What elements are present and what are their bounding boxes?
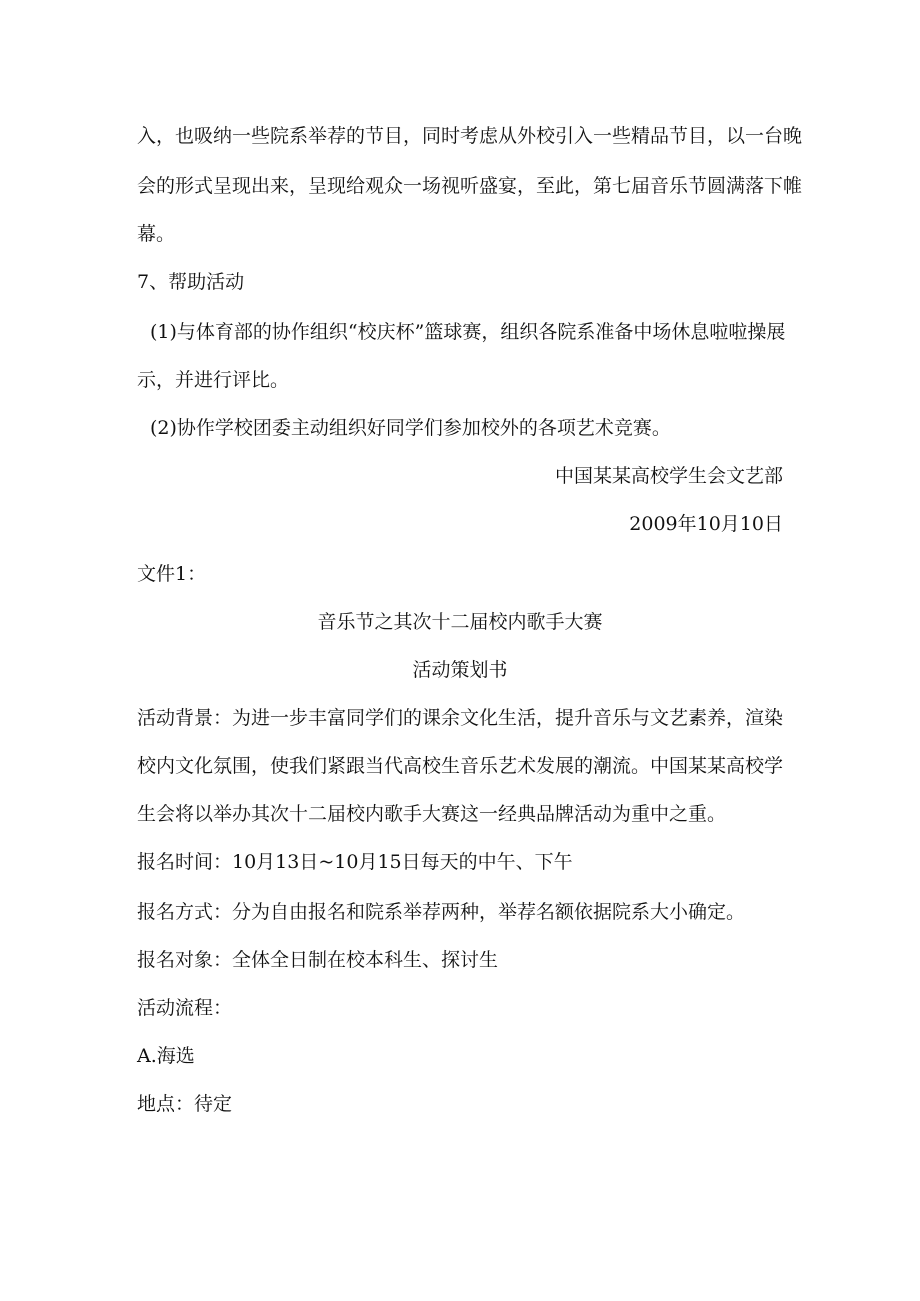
section-heading: 7、帮助活动 — [137, 271, 245, 293]
paragraph-line: 校内文化氛围，使我们紧跟当代高校生音乐艺术发展的潮流。中国某某高校学 — [137, 755, 784, 777]
attachment-title: 音乐节之其次十二届校内歌手大赛 — [317, 611, 603, 633]
attachment-subtitle: 活动策划书 — [412, 659, 508, 681]
signature-date: 2009年10月10日 — [629, 513, 783, 535]
paragraph-line: 幕。 — [137, 223, 176, 245]
list-item: (1)与体育部的协作组织“校庆杯”篮球赛，组织各院系准备中场休息啦啦操展 — [150, 321, 786, 343]
registration-target: 报名对象：全体全日制在校本科生、探讨生 — [137, 949, 499, 971]
registration-method: 报名方式：分为自由报名和院系举荐两种，举荐名额依据院系大小确定。 — [137, 901, 746, 923]
paragraph-line: 示，并进行评比。 — [137, 369, 290, 391]
attachment-label: 文件1： — [137, 563, 207, 585]
location-line: 地点：待定 — [137, 1093, 233, 1115]
registration-time: 报名时间：10月13日~10月15日每天的中午、下午 — [137, 851, 573, 873]
paragraph-line: 活动背景：为进一步丰富同学们的课余文化生活，提升音乐与文艺素养，渲染 — [137, 707, 784, 729]
paragraph-line: 会的形式呈现出来，呈现给观众一场视听盛宴，至此，第七届音乐节圆满落下帷 — [137, 175, 803, 197]
paragraph-line: 生会将以举办其次十二届校内歌手大赛这一经典品牌活动为重中之重。 — [137, 803, 727, 825]
process-step: A.海选 — [137, 1045, 195, 1067]
paragraph-line: 入，也吸纳一些院系举荐的节目，同时考虑从外校引入一些精品节目，以一台晚 — [137, 125, 803, 147]
signature-org: 中国某某高校学生会文艺部 — [554, 465, 783, 487]
list-item: (2)协作学校团委主动组织好同学们参加校外的各项艺术竞赛。 — [150, 417, 671, 439]
process-heading: 活动流程： — [137, 997, 233, 1019]
